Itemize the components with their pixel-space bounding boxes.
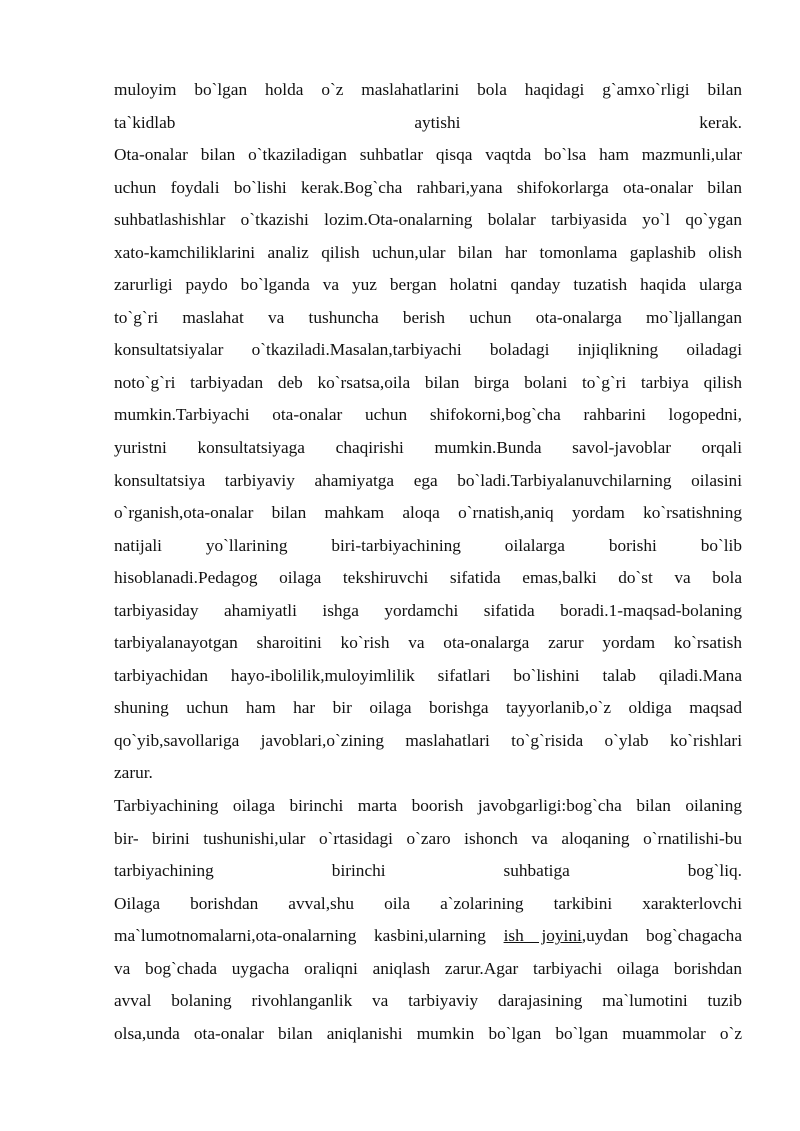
text-line: avval bolaning rivohlanganlik va tarbiyaviy darajasining ma`lumotini tuzib — [114, 991, 742, 1011]
text-line: suhbatlashishlar o`tkazishi lozim.Ota-onalarning bolalar tarbiyasida yo`l qo`ygan — [114, 210, 742, 230]
text-segment: ,uydan bog`chagacha — [581, 926, 742, 946]
text-line: hisoblanadi.Pedagog oilaga tekshiruvchi sifatida emas,balki do`st va bola — [114, 568, 742, 588]
text-line: Oilaga borishdan avval,shu oila a`zolarining tarkibini xarakterlovchi — [114, 893, 742, 913]
text-line: to`g`ri maslahat va tushuncha berish uchun ota-onalarga mo`ljallangan — [114, 307, 742, 327]
text-line: bir- birini tushunishi,ular o`rtasidagi o`zaro ishonch va aloqaning o`rnatilishi-bu — [114, 828, 742, 848]
text-line: xato-kamchiliklarini analiz qilish uchun,ular bilan har tomonlama gaplashib olish — [114, 242, 742, 262]
text-line: ta`kidlab aytishi kerak. — [114, 112, 742, 132]
text-line: mumkin.Tarbiyachi ota-onalar uchun shifokorni,bog`cha rahbarini logopedni, — [114, 405, 742, 425]
text-line: yuristni konsultatsiyaga chaqirishi mumkin.Bunda savol-javoblar orqali — [114, 438, 742, 458]
text-line: zarurligi paydo bo`lganda va yuz bergan holatni qanday tuzatish haqida ularga — [114, 275, 742, 295]
text-line: noto`g`ri tarbiyadan deb ko`rsatsa,oila bilan birga bolani to`g`ri tarbiya qilish — [114, 372, 742, 392]
text-line: olsa,unda ota-onalar bilan aniqlanishi mumkin bo`lgan bo`lgan muammolar o`z — [114, 1023, 742, 1043]
text-line: tarbiyachining birinchi suhbatiga bog`liq. — [114, 861, 742, 881]
text-line: zarur. — [114, 763, 153, 783]
text-line: Ota-onalar bilan o`tkaziladigan suhbatlar qisqa vaqtda bo`lsa ham mazmunli,ular — [114, 145, 742, 165]
text-line: natijali yo`llarining biri-tarbiyachining oilalarga borishi bo`lib — [114, 535, 742, 555]
text-line: tarbiyachidan hayo-ibolilik,muloyimlilik sifatlari bo`lishini talab qiladi.Mana — [114, 665, 742, 685]
text-segment: ma`lumotnomalarni,ota-onalarning kasbini,ularning — [114, 926, 504, 946]
text-line: qo`yib,savollariga javoblari,o`zining maslahatlari to`g`risida o`ylab ko`rishlari — [114, 730, 742, 750]
text-line: muloyim bo`lgan holda o`z maslahatlarini bola haqidagi g`amxo`rligi bilan — [114, 80, 742, 99]
text-line: shuning uchun ham har bir oilaga borishga tayyorlanib,o`z oldiga maqsad — [114, 698, 742, 718]
text-line-with-link — [114, 920, 742, 953]
document-page — [114, 74, 742, 1050]
text-line: Tarbiyachining oilaga birinchi marta boorish javobgarligi:bog`cha bilan oilaning — [114, 796, 742, 816]
text-line: uchun foydali bo`lishi kerak.Bog`cha rahbari,yana shifokorlarga ota-onalar bilan — [114, 177, 742, 197]
text-line: tarbiyalanayotgan sharoitini ko`rish va ota-onalarga zarur yordam ko`rsatish — [114, 633, 742, 653]
text-line: o`rganish,ota-onalar bilan mahkam aloqa o`rnatish,aniq yordam ko`rsatishning — [114, 503, 742, 523]
text-line: konsultatsiya tarbiyaviy ahamiyatga ega bo`ladi.Tarbiyalanuvchilarning oilasini — [114, 470, 742, 490]
ish-joyini-link[interactable]: ish joyini — [503, 926, 582, 946]
text-line: konsultatsiyalar o`tkaziladi.Masalan,tarbiyachi boladagi injiqlikning oiladagi — [114, 340, 742, 360]
text-line: tarbiyasiday ahamiyatli ishga yordamchi sifatida boradi.1-maqsad-bolaning — [114, 600, 742, 620]
text-line: va bog`chada uygacha oraliqni aniqlash zarur.Agar tarbiyachi oilaga borishdan — [114, 958, 742, 978]
